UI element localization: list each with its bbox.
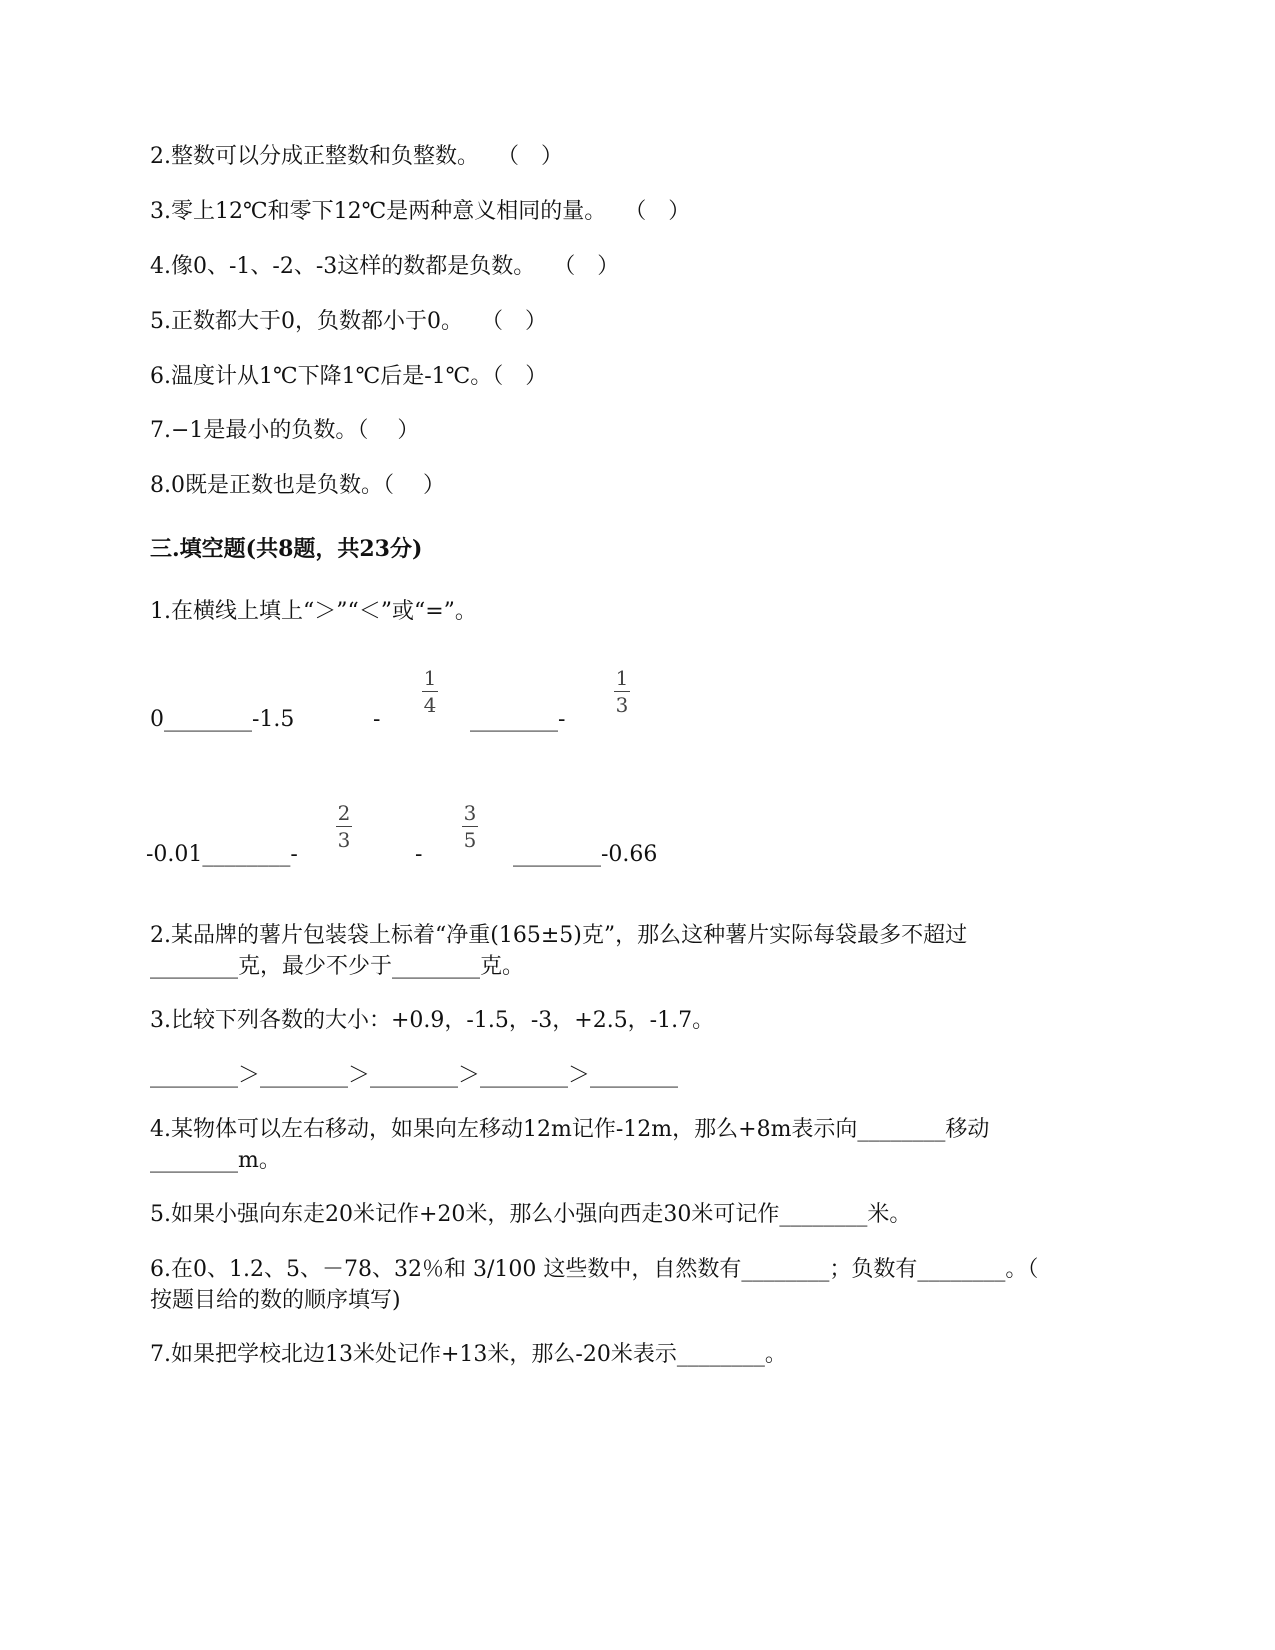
fraction-bar — [462, 826, 478, 827]
fraction-denominator: 3 — [615, 693, 629, 717]
fill-question-6-line1: 6.在0、1.2、5、－78、32％和 3/100 这些数中，自然数有________；负数有________。（ — [150, 1257, 1039, 1282]
fill-question-2-line2: ________克，最少不少于________克。 — [150, 954, 525, 979]
fraction-numerator: 2 — [337, 801, 351, 825]
fraction-numerator: 1 — [423, 666, 437, 690]
fill-question-1-prompt: 1.在横线上填上“＞”“＜”或“=”。 — [150, 599, 477, 624]
fill-question-6-line2: 按题目给的数的顺序填写) — [150, 1288, 401, 1313]
compare-blank-neg-0-66: ________-0.66 — [513, 842, 658, 867]
fraction-numerator: 1 — [615, 666, 629, 690]
fraction-3-5 — [458, 801, 482, 852]
fraction-numerator: 3 — [463, 801, 477, 825]
fraction-bar — [422, 691, 438, 692]
compare-0-vs-neg-1-5: 0________-1.5 — [150, 707, 295, 732]
fill-question-3-line2: ________＞________＞________＞________＞________ — [150, 1063, 679, 1088]
fill-question-3-line1: 3.比较下列各数的大小：+0.9，-1.5，-3，+2.5，-1.7。 — [150, 1008, 715, 1033]
judge-question-7: 7.−1是最小的负数。（ ） — [150, 418, 420, 443]
compare-neg-0-01: -0.01________- — [146, 842, 298, 867]
minus-sign: - — [373, 707, 381, 732]
judge-question-5: 5.正数都大于0，负数都小于0。 （ ） — [150, 309, 547, 334]
fill-question-4-line1: 4.某物体可以左右移动，如果向左移动12m记作-12m，那么+8m表示向________移动 — [150, 1117, 990, 1142]
judge-question-4: 4.像0、-1、-2、-3这样的数都是负数。 （ ） — [150, 254, 620, 279]
judge-question-8: 8.0既是正数也是负数。（ ） — [150, 473, 445, 498]
fraction-2-3 — [332, 801, 356, 852]
fraction-bar — [336, 826, 352, 827]
fill-question-2-line1: 2.某品牌的薯片包装袋上标着“净重(165±5)克”，那么这种薯片实际每袋最多不超过 — [150, 923, 968, 948]
judge-question-6: 6.温度计从1℃下降1℃后是-1℃。（ ） — [150, 364, 548, 389]
fill-question-7: 7.如果把学校北边13米处记作+13米，那么-20米表示________。 — [150, 1342, 787, 1367]
compare-blank: ________- — [470, 707, 566, 732]
fill-question-4-line2: ________m。 — [150, 1148, 281, 1173]
fraction-1-3 — [610, 666, 634, 717]
judge-question-3: 3.零上12℃和零下12℃是两种意义相同的量。 （ ） — [150, 199, 691, 224]
minus-sign: - — [415, 842, 423, 867]
fraction-denominator: 5 — [463, 828, 477, 852]
fill-question-5: 5.如果小强向东走20米记作+20米，那么小强向西走30米可记作________米。 — [150, 1202, 912, 1227]
fraction-denominator: 3 — [337, 828, 351, 852]
section-heading: 三.填空题(共8题，共23分) — [150, 536, 423, 562]
judge-question-2: 2.整数可以分成正整数和负整数。 （ ） — [150, 144, 563, 169]
fraction-bar — [614, 691, 630, 692]
fraction-denominator: 4 — [423, 693, 437, 717]
fraction-1-4 — [418, 666, 442, 717]
